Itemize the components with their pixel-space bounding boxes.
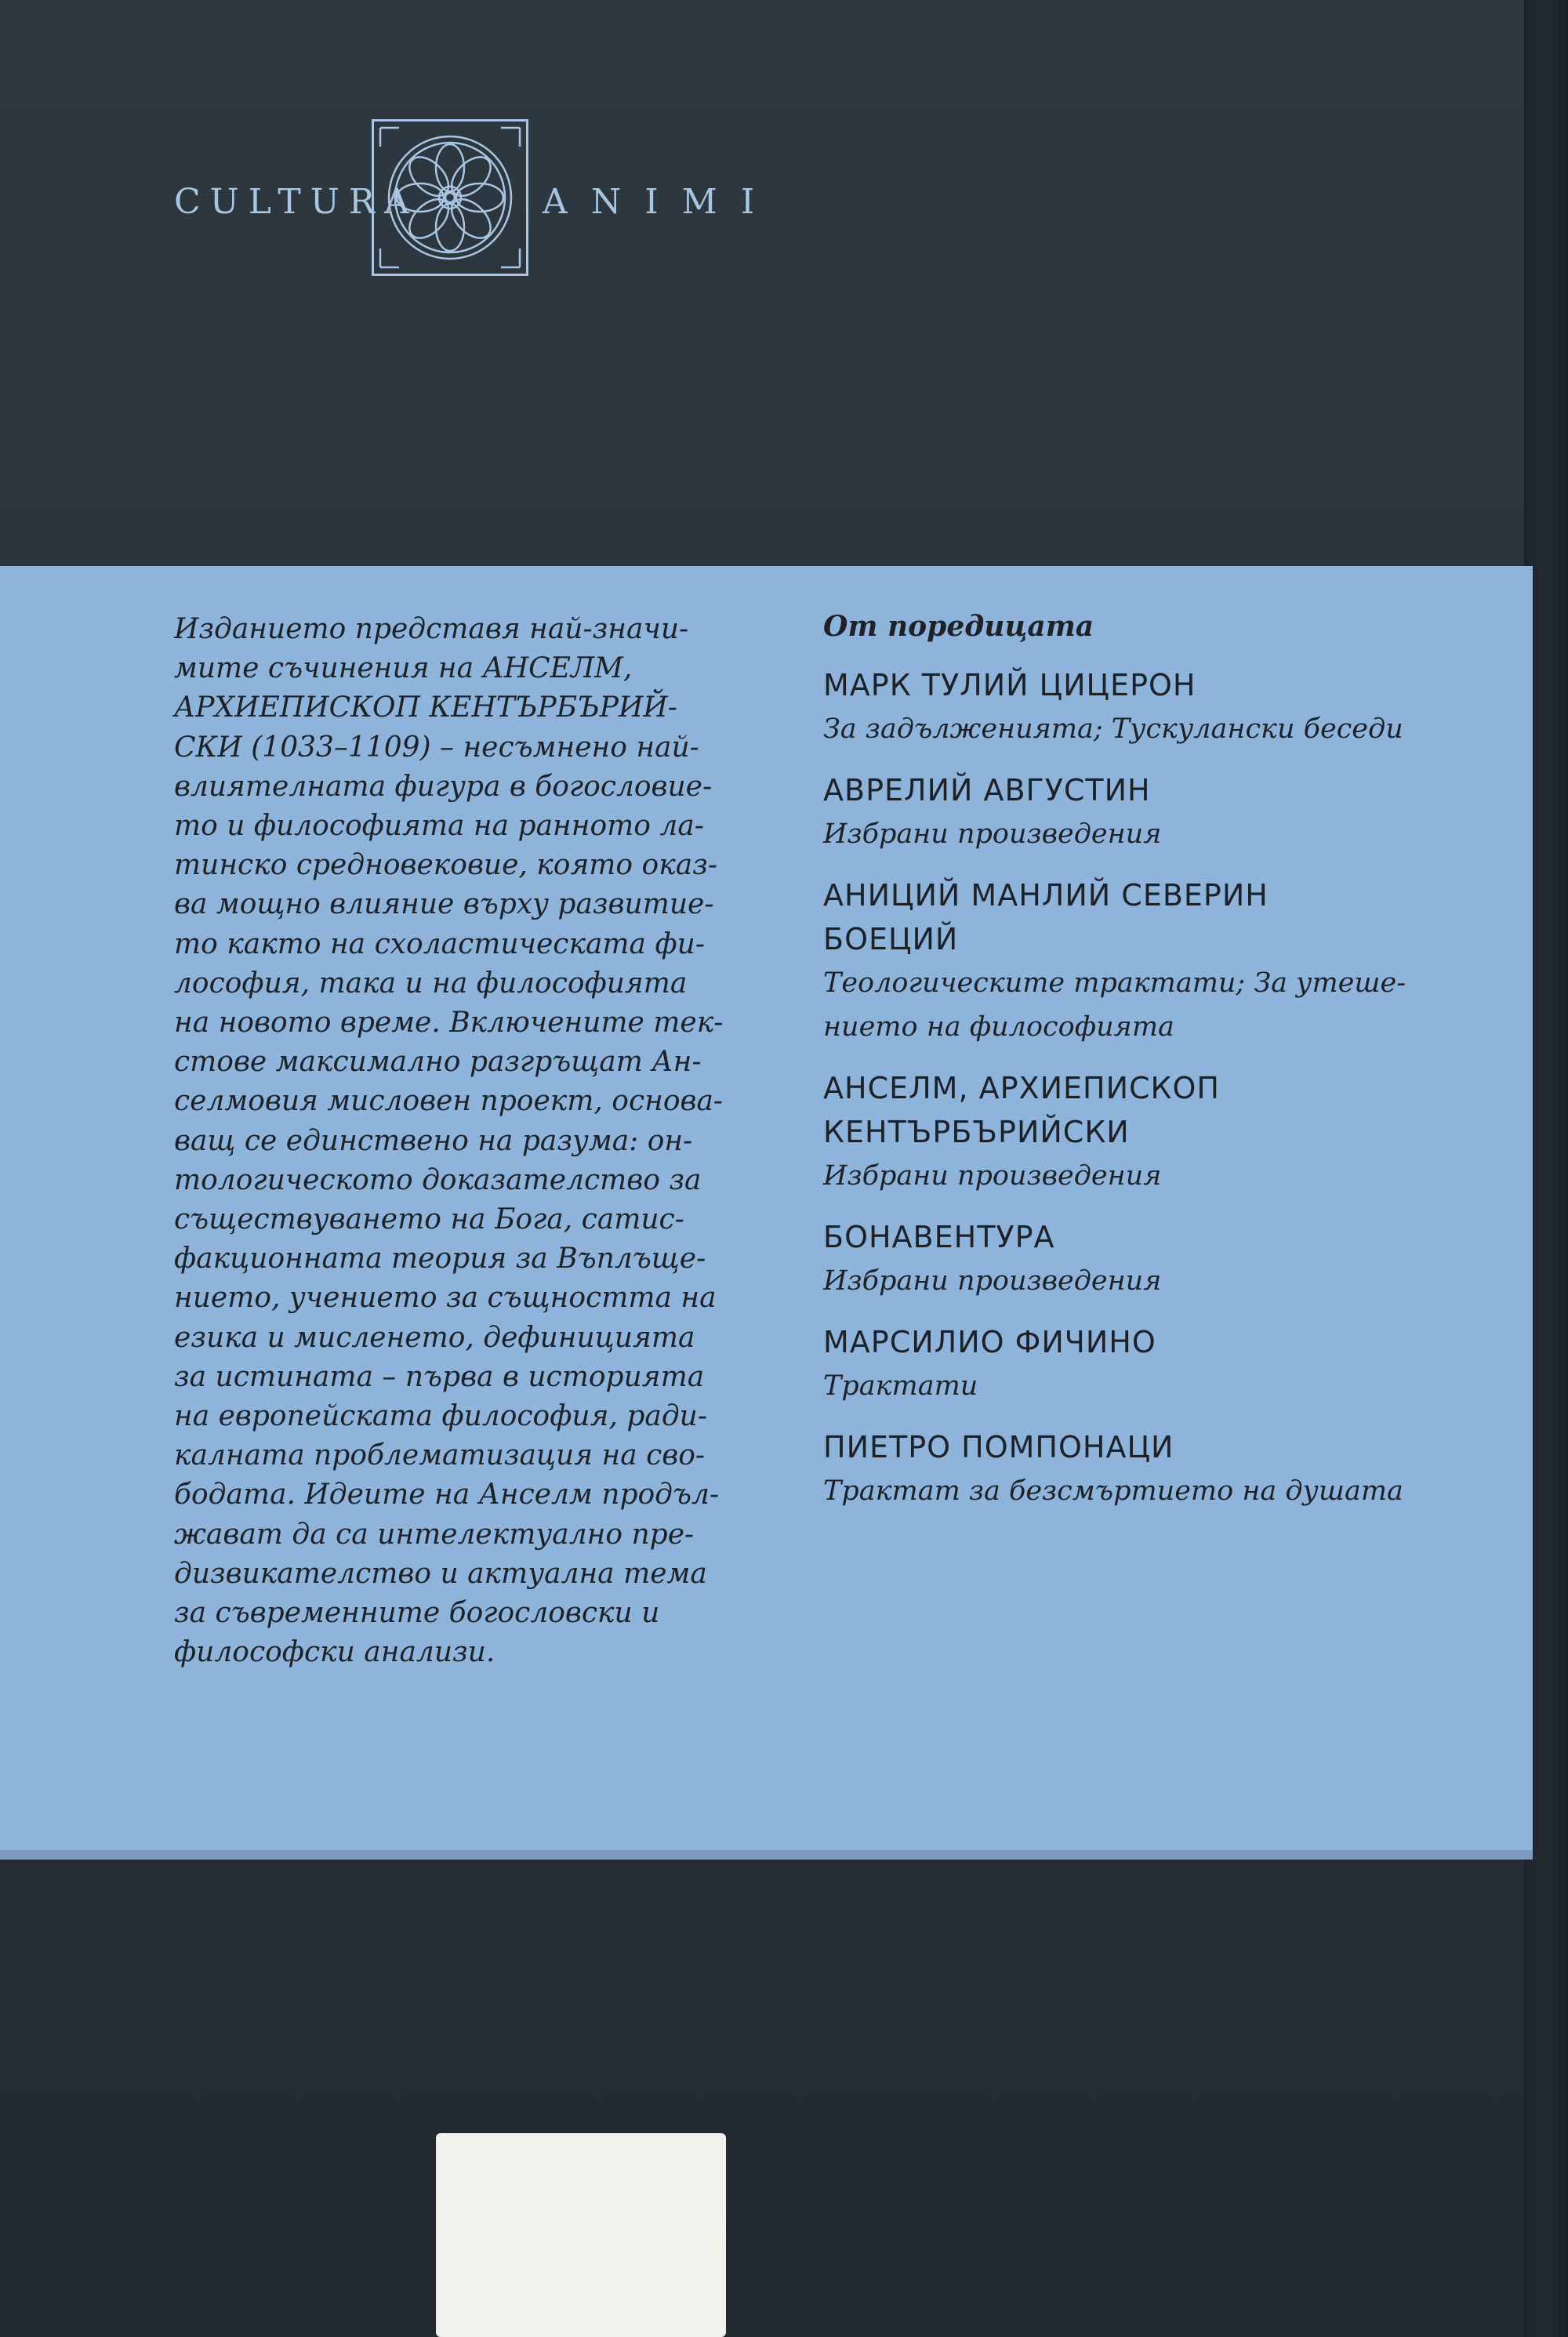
series-entry: [823, 1320, 1497, 1408]
series-entry: [823, 768, 1497, 856]
series-book-title: Теологическите трактати; За утеше-: [823, 967, 1406, 999]
series-entry: [823, 663, 1497, 751]
series-book-title: За задълженията; Тускулански беседи: [823, 713, 1403, 745]
series-entry: [823, 1215, 1497, 1303]
description-line: лософия, така и на философията: [174, 967, 688, 1000]
price-sticker: [436, 2133, 726, 2337]
description-line: ващ се единствено на разума: он-: [174, 1124, 693, 1157]
logo-word-left: CULTURA: [174, 182, 419, 222]
description-line: мите съчинения на АНСЕЛМ,: [174, 652, 633, 685]
series-list: [823, 607, 1497, 1530]
description-line: АРХИЕПИСКОП КЕНТЪРБЪРИЙ-: [174, 691, 677, 724]
description-line: бодата. Идеите на Анселм продъл-: [174, 1479, 720, 1511]
series-author: МАРК ТУЛИЙ ЦИЦЕРОН: [823, 668, 1196, 702]
series-book-title: Избрани произведения: [823, 818, 1162, 850]
band-bottom-edge: [0, 1850, 1533, 1860]
series-entry: [823, 873, 1497, 1049]
description-line: калната проблематизация на сво-: [174, 1439, 706, 1472]
description-line: Изданието представя най-значи-: [174, 613, 689, 645]
publisher-series-logo: [174, 72, 779, 284]
description-line: дизвикателство и актуална тема: [174, 1557, 707, 1590]
series-author: БОНАВЕНТУРА: [823, 1220, 1055, 1254]
series-author: АВРЕЛИЙ АВГУСТИН: [823, 773, 1151, 807]
series-author: КЕНТЪРБЪРИЙСКИ: [823, 1115, 1130, 1149]
series-book-title: Избрани произведения: [823, 1160, 1162, 1192]
series-book-title: Избрани произведения: [823, 1265, 1162, 1297]
series-entry: [823, 1425, 1497, 1513]
description-line: нието, учението за същността на: [174, 1282, 717, 1315]
description-line: за истината – първа в историята: [174, 1360, 705, 1393]
description-line: стове максимално разгръщат Ан-: [174, 1046, 702, 1079]
description-line: за съвременните богословски и: [174, 1597, 660, 1630]
series-author: БОЕЦИЙ: [823, 922, 959, 956]
series-author: ПИЕТРО ПОМПОНАЦИ: [823, 1430, 1174, 1464]
series-author: АНИЦИЙ МАНЛИЙ СЕВЕРИН: [823, 878, 1269, 913]
description-line: на новото време. Включените тек-: [174, 1007, 724, 1040]
series-book-title: нието на философията: [823, 1011, 1174, 1043]
series-author: МАРСИЛИО ФИЧИНО: [823, 1325, 1156, 1359]
series-book-title: Трактати: [823, 1370, 978, 1402]
description-line: ва мощно влияние върху развитие-: [174, 888, 714, 921]
logo-word-right: ANIMI: [543, 182, 779, 222]
description-line: съществуването на Бога, сатис-: [174, 1203, 684, 1236]
series-heading: От поредицата: [823, 610, 1094, 643]
description-line: тинско средновековие, която оказ-: [174, 849, 717, 882]
description-line: СКИ (1033–1109) – несъмнено най-: [174, 731, 699, 764]
description-line: езика и мисленето, дефиницията: [174, 1321, 695, 1354]
description-line: тологическото доказателство за: [174, 1163, 702, 1196]
description-line: селмовия мисловен проект, основа-: [174, 1085, 724, 1118]
description-line: философски анализи.: [174, 1636, 495, 1669]
series-book-title: Трактат за безсмъртието на душата: [823, 1475, 1403, 1507]
book-description: [174, 610, 770, 1672]
series-entry: [823, 1066, 1497, 1198]
series-author: АНСЕЛМ, АРХИЕПИСКОП: [823, 1071, 1221, 1105]
description-line: влиятелната фигура в богословие-: [174, 770, 713, 803]
description-line: факционната теория за Въплъще-: [174, 1243, 706, 1276]
description-line: то както на схоластическата фи-: [174, 927, 705, 960]
description-line: то и философията на ранното ла-: [174, 810, 704, 843]
description-line: на европейската философия, ради-: [174, 1400, 707, 1433]
series-entries: [823, 663, 1497, 1513]
rosette-icon: [372, 119, 528, 276]
description-line: жават да са интелектуално пре-: [174, 1518, 695, 1551]
